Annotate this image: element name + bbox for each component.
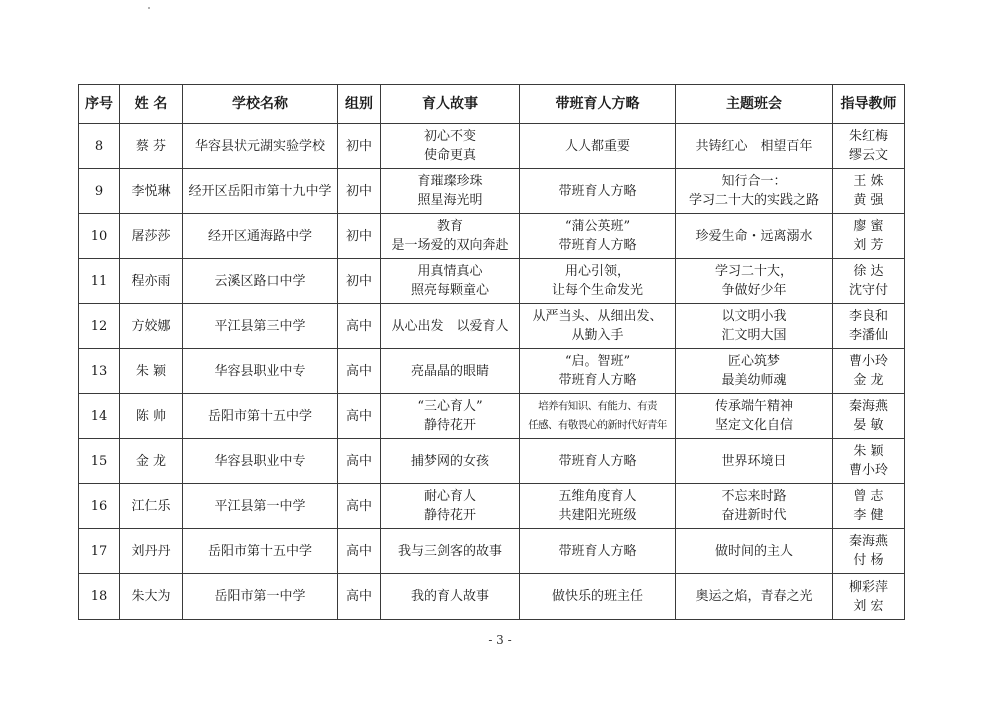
strategy-title-line: 从勤入手 [571,328,624,343]
row-number: 17 [79,529,120,574]
school-name: 平江县第三中学 [183,304,338,349]
student-name: 朱大为 [120,574,183,620]
student-name: 方姣娜 [120,304,183,349]
col-school-header: 学校名称 [183,85,338,124]
meeting-title-line: 坚定文化自信 [714,418,793,433]
story-title-line: 捕梦网的女孩 [410,453,489,469]
teacher-names-line: 曾 志 [853,489,884,504]
row-number: 13 [79,349,120,394]
strategy-title [520,259,676,304]
meeting-title-line: 争做好少年 [721,283,787,298]
meeting-title [676,124,833,169]
group-level: 初中 [338,124,381,169]
group-level: 初中 [338,259,381,304]
strategy-title-line: 带班育人方略 [558,373,637,388]
student-name: 屠莎莎 [120,214,183,259]
strategy-title [520,169,676,214]
table-row [79,574,905,620]
strategy-title-line: 带班育人方略 [558,183,637,199]
strategy-title-line: 带班育人方略 [558,543,637,559]
meeting-title-line: 学习二十大的实践之路 [688,193,819,208]
teacher-names [833,574,905,620]
col-meeting-header: 主题班会 [676,85,833,124]
col-number-header: 序号 [79,85,120,124]
table-row [79,439,905,484]
school-name: 经开区岳阳市第十九中学 [183,169,338,214]
teacher-names [833,259,905,304]
strategy-title [520,214,676,259]
meeting-title-line: 世界环境日 [721,453,787,469]
meeting-title-line: 珍爱生命・远离溺水 [695,228,813,244]
student-name: 朱 颖 [120,349,183,394]
story-title-line: 亮晶晶的眼睛 [410,363,489,379]
strategy-title [520,484,676,529]
group-level: 初中 [338,214,381,259]
story-title [381,484,520,529]
teacher-names-line: 李良和 [848,309,888,324]
row-number: 9 [79,169,120,214]
meeting-title-line: 共铸红心 相望百年 [695,138,813,154]
teacher-names-line: 廖 蜜 [853,219,884,234]
story-title [381,574,520,620]
school-name: 岳阳市第一中学 [183,574,338,620]
meeting-title-line: 汇文明大国 [721,328,787,343]
group-level: 高中 [338,484,381,529]
teacher-names-line: 沈守付 [848,283,888,298]
story-title-line: 初心不变 [423,129,476,144]
story-title [381,394,520,439]
page-number: - 3 - [488,633,512,647]
teacher-names [833,529,905,574]
award-table [78,84,905,620]
meeting-title-line: 以文明小我 [721,309,787,324]
table-row [79,529,905,574]
story-title [381,529,520,574]
story-title-line: 我的育人故事 [410,589,489,604]
teacher-names-line: 秦海燕 [848,399,888,414]
meeting-title-line: 奋进新时代 [721,508,787,523]
row-number: 15 [79,439,120,484]
meeting-title [676,574,833,620]
story-title-line: 静待花开 [423,508,476,523]
teacher-names-line: 黄 强 [853,193,884,208]
school-name: 岳阳市第十五中学 [183,529,338,574]
strategy-title [520,349,676,394]
story-title [381,349,520,394]
table-row [79,394,905,439]
story-title [381,124,520,169]
story-title-line: 用真情真心 [417,264,483,279]
meeting-title-line: 传承端午精神 [714,399,793,414]
teacher-names-line: 晏 敏 [853,418,884,433]
teacher-names [833,214,905,259]
teacher-names [833,169,905,214]
student-name: 李悦琳 [120,169,183,214]
teacher-names-line: 刘 宏 [853,598,884,614]
meeting-title [676,394,833,439]
strategy-title-line: 带班育人方略 [558,238,637,253]
school-name: 云溪区路口中学 [183,259,338,304]
teacher-names [833,484,905,529]
group-level: 高中 [338,394,381,439]
story-title-line: 育璀璨珍珠 [417,174,483,189]
meeting-title-line: 匠心筑梦 [727,354,780,369]
school-name: 平江县第一中学 [183,484,338,529]
teacher-names [833,439,905,484]
teacher-names [833,394,905,439]
table-row [79,349,905,394]
teacher-names-line: 柳彩萍 [848,579,888,595]
story-title [381,439,520,484]
col-group-header: 组别 [338,85,381,124]
meeting-title [676,484,833,529]
col-name-header: 姓 名 [120,85,183,124]
row-number: 12 [79,304,120,349]
school-name: 经开区通海路中学 [183,214,338,259]
strategy-title-line: 让每个生命发光 [551,283,643,298]
teacher-names [833,349,905,394]
strategy-title-line: 从严当头、从细出发、 [532,309,663,324]
story-title-line: 使命更真 [423,148,476,163]
meeting-title-line: 知行合一： [721,174,787,189]
school-name: 华容县职业中专 [183,439,338,484]
scan-speck [148,7,150,9]
group-level: 高中 [338,439,381,484]
teacher-names [833,124,905,169]
teacher-names [833,304,905,349]
meeting-title [676,304,833,349]
table-row [79,124,905,169]
teacher-names-line: 李 健 [853,508,884,523]
header-row [79,85,905,124]
strategy-title [520,439,676,484]
table-row [79,304,905,349]
strategy-title-line: “启。智班” [564,354,631,369]
strategy-title-line: 人人都重要 [564,138,630,154]
teacher-names-line: 缪云文 [848,148,888,163]
strategy-title-line: 做快乐的班主任 [551,589,643,604]
student-name: 刘丹丹 [120,529,183,574]
teacher-names-line: 徐 达 [853,264,884,279]
student-name: 程亦雨 [120,259,183,304]
strategy-title-line: 培养有知识、有能力、有责 [538,400,657,412]
school-name: 华容县职业中专 [183,349,338,394]
col-strategy-header: 带班育人方略 [520,85,676,124]
strategy-title-line: 带班育人方略 [558,453,637,469]
group-level: 高中 [338,304,381,349]
story-title [381,259,520,304]
meeting-title-line: 学习二十大， [714,264,793,279]
student-name: 陈 帅 [120,394,183,439]
meeting-title [676,214,833,259]
meeting-title-line: 做时间的主人 [714,543,793,559]
story-title-line: 照星海光明 [417,193,483,208]
table-body [79,124,905,620]
story-title-line: 我与三剑客的故事 [397,543,502,559]
table-row [79,214,905,259]
teacher-names-line: 金 龙 [853,373,884,388]
strategy-title-line: 共建阳光班级 [558,508,637,523]
story-title-line: 照亮每颗童心 [410,283,489,298]
strategy-title-line: 用心引领， [564,264,630,279]
strategy-title-line: 五维角度育人 [558,489,637,504]
strategy-title [520,124,676,169]
row-number: 16 [79,484,120,529]
story-title-line: 耐心育人 [423,489,476,504]
meeting-title [676,439,833,484]
student-name: 蔡 芬 [120,124,183,169]
group-level: 高中 [338,349,381,394]
story-title-line: “三心育人” [417,399,483,414]
col-teacher-header: 指导教师 [833,85,905,124]
strategy-title [520,394,676,439]
school-name: 岳阳市第十五中学 [183,394,338,439]
teacher-names-line: 王 姝 [853,174,884,189]
teacher-names-line: 曹小玲 [848,463,888,478]
teacher-names-line: 秦海燕 [848,534,888,549]
student-name: 江仁乐 [120,484,183,529]
table-row [79,484,905,529]
table-row [79,259,905,304]
student-name: 金 龙 [120,439,183,484]
group-level: 初中 [338,169,381,214]
row-number: 10 [79,214,120,259]
teacher-names-line: 付 杨 [853,553,884,568]
table-row [79,169,905,214]
story-title-line: 从心出发 以爱育人 [391,318,509,334]
teacher-names-line: 刘 芳 [853,238,884,253]
strategy-title [520,574,676,620]
group-level: 高中 [338,529,381,574]
meeting-title [676,259,833,304]
strategy-title [520,529,676,574]
story-title [381,214,520,259]
meeting-title [676,529,833,574]
story-title-line: 是一场爱的双向奔赴 [391,238,509,253]
meeting-title [676,169,833,214]
row-number: 14 [79,394,120,439]
row-number: 11 [79,259,120,304]
teacher-names-line: 曹小玲 [848,354,888,369]
story-title-line: 教育 [436,219,463,234]
row-number: 8 [79,124,120,169]
meeting-title [676,349,833,394]
meeting-title-line: 奥运之焰，青春之光 [695,589,813,604]
story-title [381,304,520,349]
row-number: 18 [79,574,120,620]
teacher-names-line: 李潘仙 [848,328,888,343]
school-name: 华容县状元湖实验学校 [183,124,338,169]
strategy-title-line: 任感、有敬畏心的新时代好青年 [528,419,667,431]
meeting-title-line: 不忘来时路 [721,489,787,504]
strategy-title [520,304,676,349]
teacher-names-line: 朱 颖 [853,444,884,459]
table-header [79,85,905,124]
strategy-title-line: “蒲公英班” [564,219,631,234]
teacher-names-line: 朱红梅 [848,129,888,144]
meeting-title-line: 最美幼师魂 [721,373,787,388]
group-level: 高中 [338,574,381,620]
col-story-header: 育人故事 [381,85,520,124]
story-title [381,169,520,214]
story-title-line: 静待花开 [423,418,476,433]
